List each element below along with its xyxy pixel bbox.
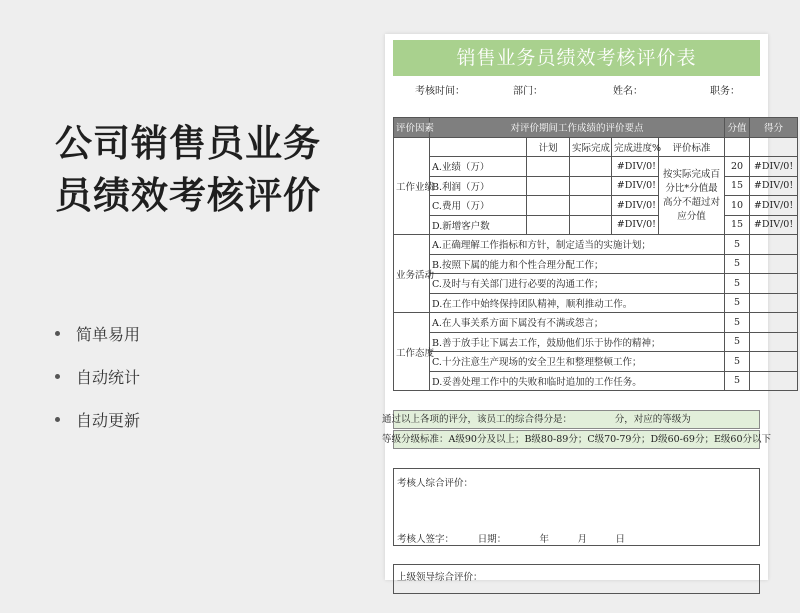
table-row bbox=[394, 235, 798, 255]
progress-value: #DIV/0! bbox=[612, 196, 659, 216]
feature-list bbox=[55, 312, 140, 441]
headline-line-2: 员绩效考核评价 bbox=[55, 174, 321, 217]
table-subheader-row bbox=[394, 137, 798, 157]
table-row bbox=[394, 215, 798, 235]
feature-item: 自动统计 bbox=[55, 355, 140, 398]
points-header: 对评价期间工作成绩的评价要点 bbox=[430, 118, 725, 138]
reviewer-comment-box bbox=[393, 468, 760, 546]
table-row bbox=[394, 313, 798, 333]
standard-header: 评价标准 bbox=[659, 137, 725, 157]
score-value: 20 bbox=[725, 157, 750, 177]
table-row bbox=[394, 274, 798, 294]
result-value: #DIV/0! bbox=[750, 215, 798, 235]
activity-item-label: A.正确理解工作指标和方针，制定适当的实施计划； bbox=[430, 235, 725, 255]
perf-item-label: B.利润（万） bbox=[430, 176, 527, 196]
headline-line-1: 公司销售员业务 bbox=[55, 122, 321, 165]
score-value: 5 bbox=[725, 352, 750, 372]
score-header: 分值 bbox=[725, 118, 750, 138]
activity-item-label: B.按照下属的能力和个性合理分配工作； bbox=[430, 254, 725, 274]
table-row bbox=[394, 176, 798, 196]
standard-text: 按实际完成百分比*分值最高分不超过对应分值 bbox=[659, 157, 725, 235]
summary-line: 通过以上各项的评分，该员工的综合得分是： 分，对应的等级为 bbox=[393, 410, 760, 429]
attitude-item-label: B.善于放手让下属去工作，鼓励他们乐于协作的精神； bbox=[430, 332, 725, 352]
table-row bbox=[394, 293, 798, 313]
actual-header: 实际完成 bbox=[570, 137, 612, 157]
score-value: 15 bbox=[725, 215, 750, 235]
perf-item-label: D.新增客户数 bbox=[430, 215, 527, 235]
score-value: 5 bbox=[725, 274, 750, 294]
reviewer-signature-line: 考核人签字： 日期： 年 月 日 bbox=[397, 534, 626, 545]
progress-value: #DIV/0! bbox=[612, 215, 659, 235]
headline bbox=[55, 118, 375, 222]
score-value: 5 bbox=[725, 313, 750, 333]
score-value: 10 bbox=[725, 196, 750, 216]
result-header: 得分 bbox=[750, 118, 798, 138]
perf-item-label: C.费用（万） bbox=[430, 196, 527, 216]
factor-header: 评价因素 bbox=[394, 118, 430, 138]
feature-item: 自动更新 bbox=[55, 398, 140, 441]
grade-standard-line: 等级分级标准：A级90分及以上；B级80-89分；C级70-79分；D级60-69分；E级60分以下 bbox=[393, 430, 760, 449]
progress-value: #DIV/0! bbox=[612, 157, 659, 177]
plan-header: 计划 bbox=[527, 137, 570, 157]
supervisor-comment-label: 上级领导综合评价： bbox=[397, 572, 483, 583]
evaluation-table bbox=[393, 117, 798, 391]
bullet-dot-icon bbox=[55, 331, 60, 336]
score-value: 15 bbox=[725, 176, 750, 196]
table-row bbox=[394, 371, 798, 391]
result-value: #DIV/0! bbox=[750, 157, 798, 177]
score-value: 5 bbox=[725, 332, 750, 352]
feature-item: 简单易用 bbox=[55, 312, 140, 355]
name-label: 姓名： bbox=[613, 86, 643, 97]
supervisor-comment-box bbox=[393, 564, 760, 594]
result-value: #DIV/0! bbox=[750, 196, 798, 216]
progress-header: 完成进度% bbox=[612, 137, 659, 157]
score-value: 5 bbox=[725, 254, 750, 274]
table-row bbox=[394, 352, 798, 372]
score-value: 5 bbox=[725, 235, 750, 255]
attitude-group-label: 工作态度 bbox=[394, 313, 430, 391]
score-value: 5 bbox=[725, 371, 750, 391]
table-row bbox=[394, 196, 798, 216]
bullet-dot-icon bbox=[55, 374, 60, 379]
table-row bbox=[394, 332, 798, 352]
assessment-time-label: 考核时间： bbox=[415, 86, 465, 97]
attitude-item-label: A.在人事关系方面下属没有不满或怨言； bbox=[430, 313, 725, 333]
activity-item-label: C.及时与有关部门进行必要的沟通工作； bbox=[430, 274, 725, 294]
attitude-item-label: C.十分注意生产现场的安全卫生和整理整顿工作； bbox=[430, 352, 725, 372]
reviewer-comment-label: 考核人综合评价： bbox=[397, 478, 474, 489]
attitude-item-label: D.妥善处理工作中的失败和临时追加的工作任务。 bbox=[430, 371, 725, 391]
table-header-row bbox=[394, 118, 798, 138]
activity-group-label: 业务活动 bbox=[394, 235, 430, 313]
table-row bbox=[394, 254, 798, 274]
perf-item-label: A.业绩（万） bbox=[430, 157, 527, 177]
progress-value: #DIV/0! bbox=[612, 176, 659, 196]
sheet-title: 销售业务员绩效考核评价表 bbox=[393, 40, 760, 76]
score-value: 5 bbox=[725, 293, 750, 313]
activity-item-label: D.在工作中始终保持团队精神，顺利推动工作。 bbox=[430, 293, 725, 313]
perf-group-label: 工作业绩 bbox=[394, 137, 430, 235]
table-row bbox=[394, 157, 798, 177]
bullet-dot-icon bbox=[55, 417, 60, 422]
department-label: 部门： bbox=[513, 86, 543, 97]
position-label: 职务： bbox=[710, 86, 740, 97]
evaluation-sheet-preview bbox=[382, 34, 794, 583]
result-value: #DIV/0! bbox=[750, 176, 798, 196]
